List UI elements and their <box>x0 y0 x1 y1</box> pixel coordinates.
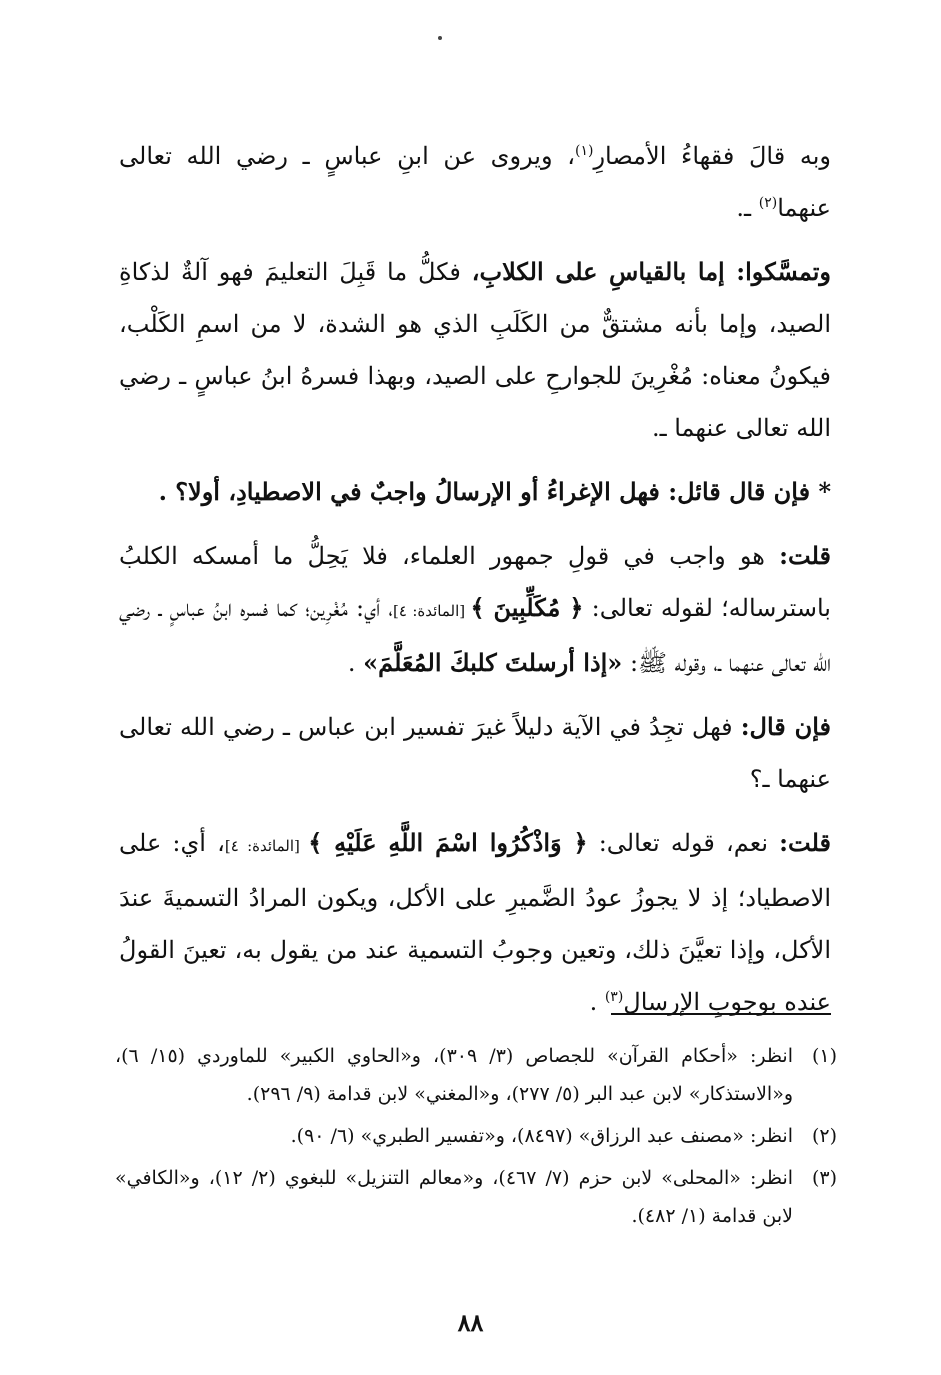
footnote-1-number: (١) <box>811 1045 837 1067</box>
paragraph-6 <box>119 817 831 1028</box>
footnotes <box>115 1037 837 1239</box>
paragraph-5-body: فهل تجِدُ في الآية دليلاً غيرَ تفسير ابن عباس ـ رضي الله تعالى عنهما ـ؟ <box>119 713 831 793</box>
footnote-3-text: انظر: «المحلى» لابن حزم (٧/ ٤٦٧)، و«معالم التنزيل» للبغوي (٢/ ١٢)، و«الكافي» لابن قدامة (١/ ٤٨٢). <box>115 1167 794 1227</box>
footnote-separator <box>611 1013 831 1015</box>
paragraph-4-end: . <box>347 649 364 677</box>
paragraph-1-text-c: ـ. <box>736 194 759 222</box>
paragraph-1-text-b: ، ويروى عن ابنِ عباسٍ ـ رضي الله تعالى عنهما <box>119 142 831 222</box>
footnote-1-text: انظر: «أحكام القرآن» للجصاص (٣/ ٣٠٩)، و«الحاوي الكبير» للماوردي (١٥/ ٦)، و«الاستذكار» لابن عبد البر (٥/ ٢٧٧)، و«المغني» لابن قدامة (٩/ ٢٩٦). <box>115 1045 793 1105</box>
paragraph-4-body-b: ، أي: مُغْرِين؛ كما فسره ابنُ عباسٍ ـ رضي الله تعالى عنهما ـ، وقوله ﷺ: <box>119 594 831 677</box>
paragraph-2-lead: وتمسَّكوا: إما بالقياسِ على الكلابِ، <box>471 257 832 286</box>
main-text <box>119 130 831 1040</box>
paragraph-6-end: . <box>589 988 605 1016</box>
quran-verse-udhkuru: ﴿ وَاذْكُرُوا اسْمَ اللَّهِ عَلَيْهِ ﴾ <box>308 828 588 857</box>
paragraph-4-body-a: هو واجب في قولِ جمهور العلماء، فلا يَحِلُّ ما أمسكه الكلبُ باسترساله؛ لقوله تعالى: <box>119 542 831 622</box>
paragraph-6-lead: قلت: <box>779 828 832 857</box>
question-text: * فإن قال قائل: فهل الإغراءُ أو الإرسالُ واجبٌ في الاصطيادِ، أولا؟ . <box>158 477 831 506</box>
paragraph-1 <box>119 130 831 234</box>
paragraph-1-text-a: وبه قالَ فقهاءُ الأمصارِ <box>593 142 831 170</box>
footnote-2 <box>115 1117 837 1155</box>
verse-reference-1: [المائدة: ٤] <box>393 602 471 620</box>
paragraph-6-body-a: نعم، قوله تعالى: <box>587 829 780 857</box>
paragraph-5-lead: فإن قال: <box>740 712 831 741</box>
footnote-3 <box>115 1159 837 1235</box>
quran-verse-mukallibin: ﴿ مُكَلِّبِينَ ﴾ <box>470 593 584 622</box>
footnote-2-text: انظر: «مصنف عبد الرزاق» (٨٤٩٧)، و«تفسير الطبري» (٦/ ٩٠). <box>290 1125 793 1147</box>
footnote-ref-2[interactable]: (٢) <box>758 195 778 211</box>
paragraph-2 <box>119 246 831 454</box>
footnote-3-number: (٣) <box>811 1167 837 1189</box>
verse-reference-2: [المائدة: ٤] <box>224 837 309 855</box>
footnote-ref-1[interactable]: (١) <box>574 143 594 159</box>
paragraph-4 <box>119 530 831 689</box>
page-number: ٨٨ <box>457 1308 484 1337</box>
paragraph-4-lead: قلت: <box>779 541 831 570</box>
paragraph-5 <box>119 701 831 805</box>
paragraph-6-body-b: ، أي: على الاصطياد؛ إذ لا يجوزُ عودُ الضَّميرِ على الأكل، ويكون المرادُ التسميةَ عندَ الأكل، وإذا تعيَّنَ ذلك، وتعين وجوبُ التسمية عند من يقول به، تعينَ القولُ عنده بوجوبِ الإرسال <box>119 829 831 1016</box>
question-heading <box>119 466 831 518</box>
paragraph-2-body: فكلُّ ما قَبِلَ التعليمَ فهو آلةٌ لذكاةِ الصيد، وإما بأنه مشتقٌّ من الكَلَبِ الذي هو الشدة، لا من اسمِ الكَلْب، فيكونُ معناه: مُغْرِينَ للجوارحِ على الصيد، وبهذا فسرهُ ابنُ عباسٍ ـ رضي الله تعالى عنهما ـ. <box>119 258 831 442</box>
hadith-quote: «إذا أرسلتَ كلبكَ المُعَلَّمَ» <box>363 648 623 677</box>
header-dot <box>438 36 442 40</box>
footnote-ref-3[interactable]: (٣) <box>604 989 624 1005</box>
footnote-2-number: (٢) <box>811 1125 837 1147</box>
footnote-1 <box>115 1037 837 1113</box>
